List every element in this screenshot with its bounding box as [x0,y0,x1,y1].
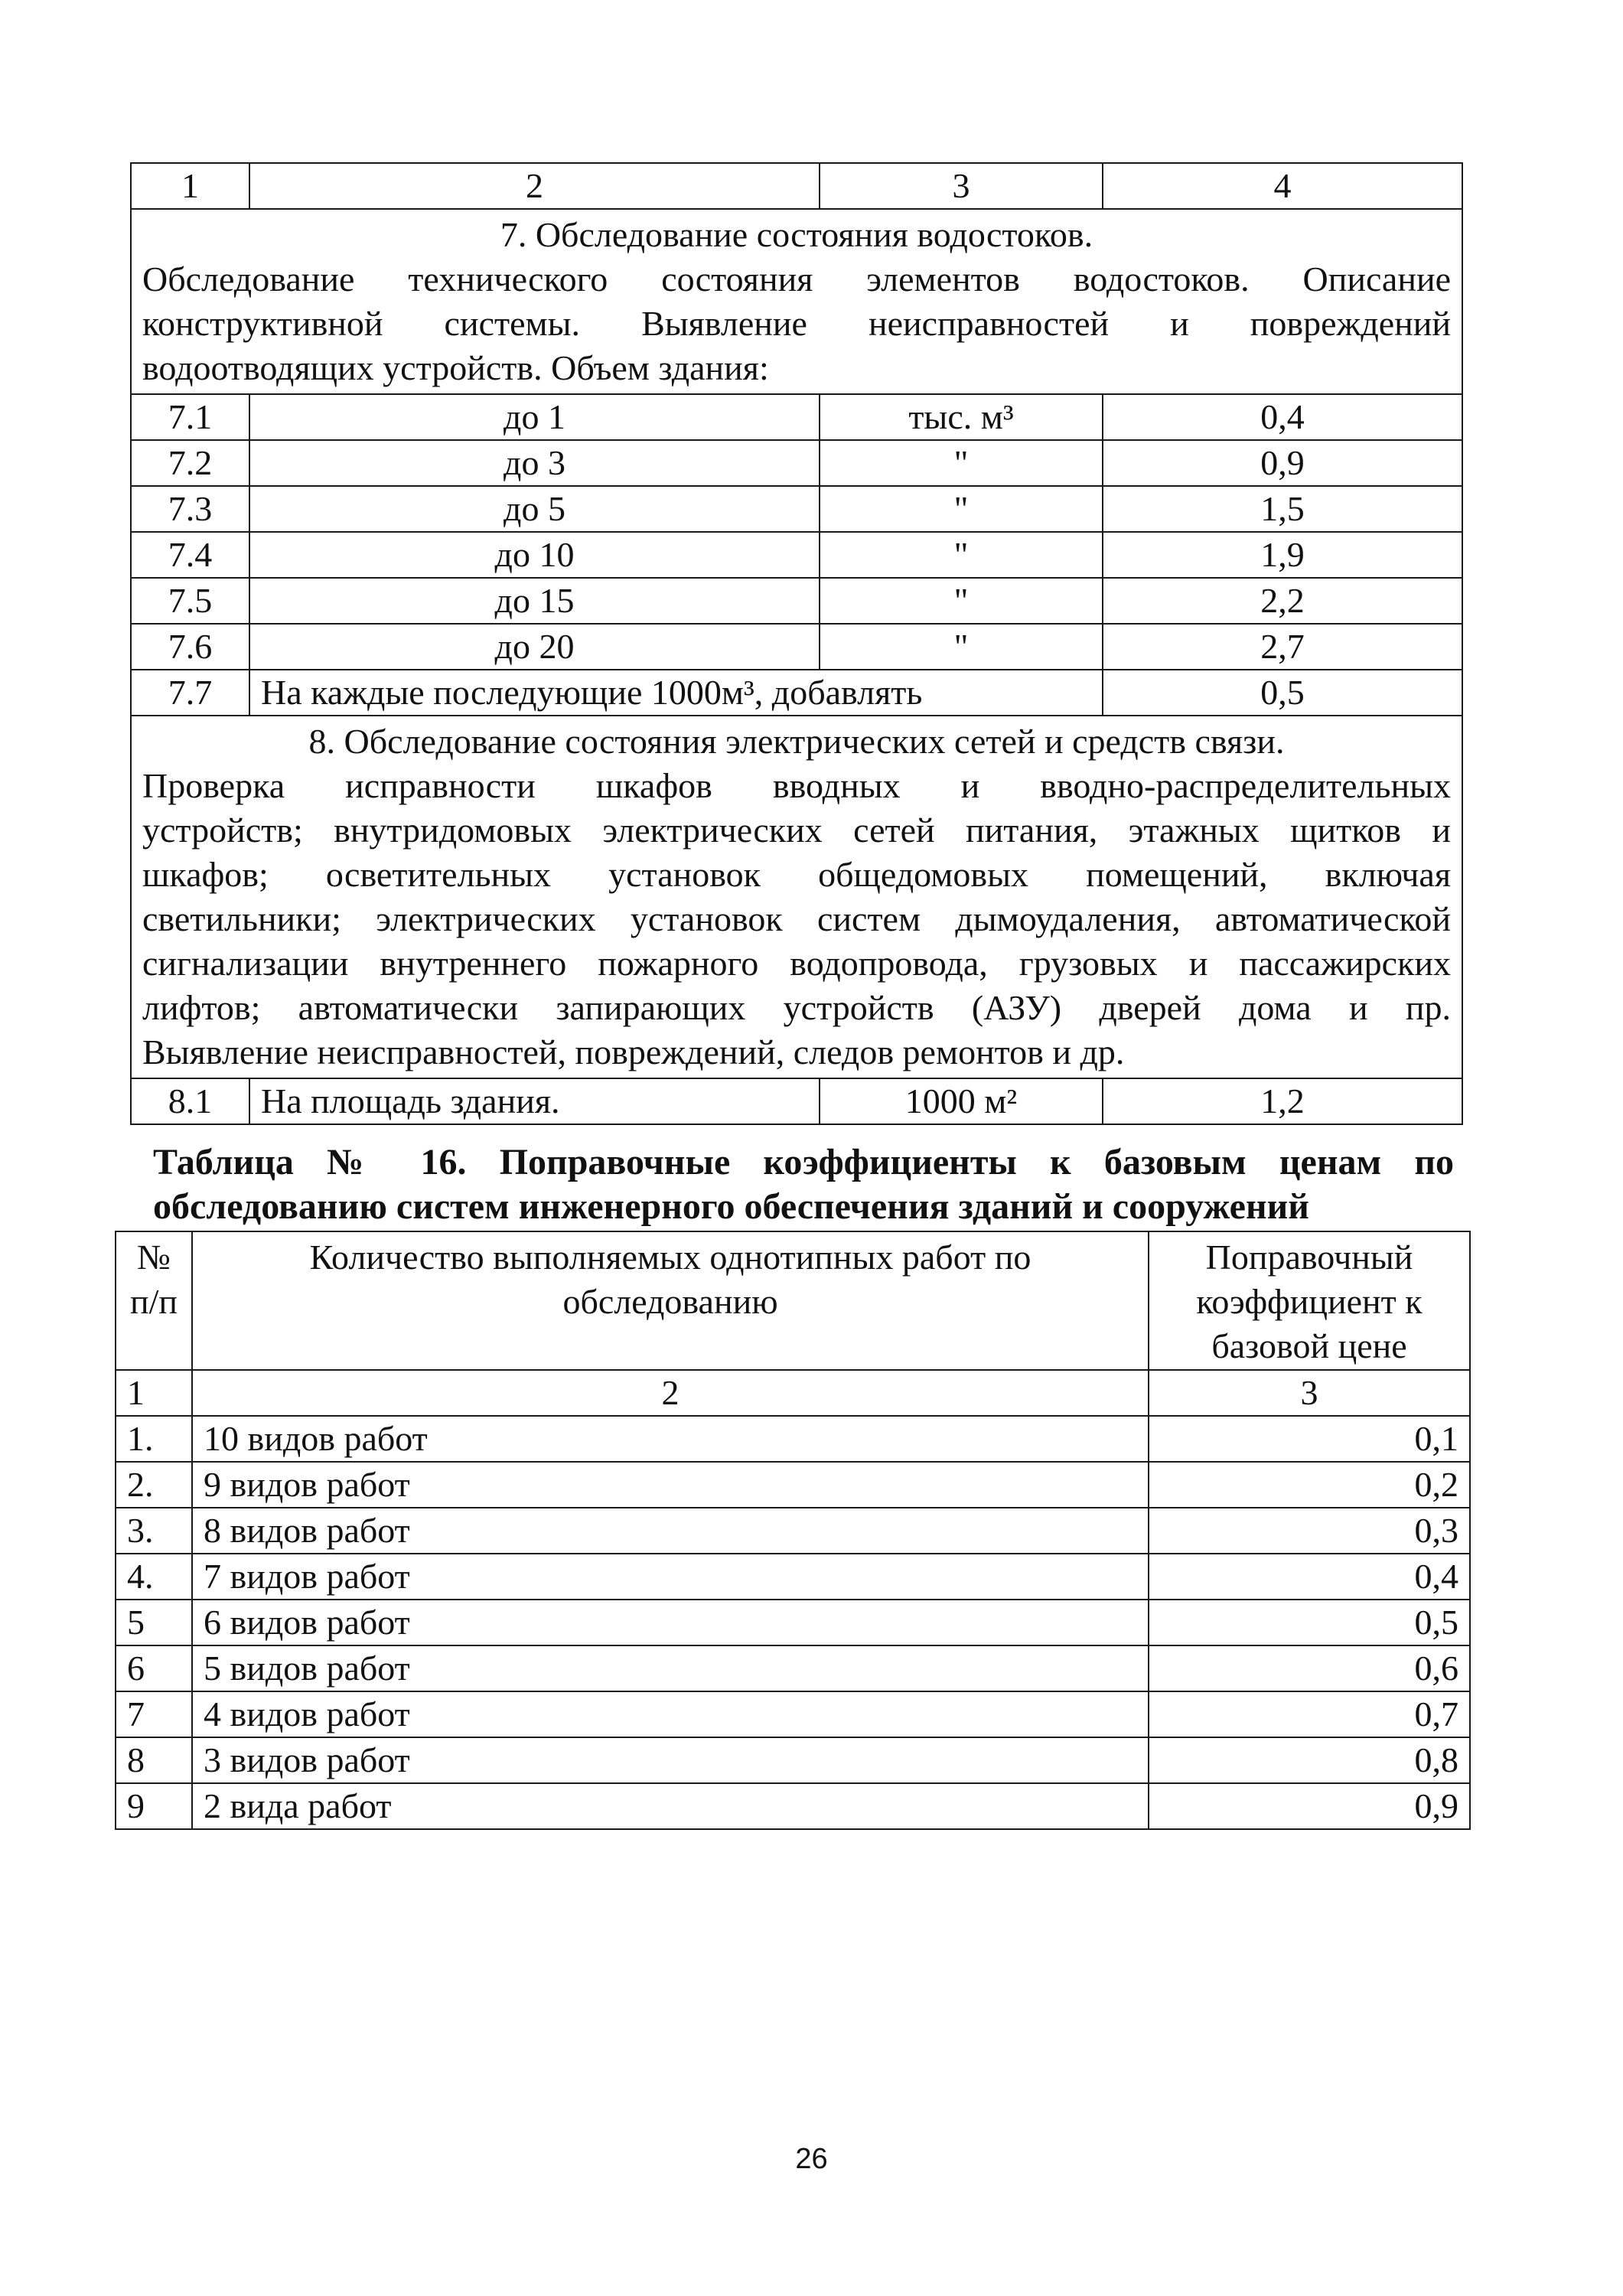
row-number: 4. [116,1554,192,1600]
section-desc-line: Обследование технического состояния элементов водостоков. Описание [142,259,1451,298]
row-description: до 20 [249,624,820,670]
row-number: 6 [116,1645,192,1691]
table-row [131,394,1462,440]
table-header-row [131,163,1462,209]
section-title: 7. Обследование состояния водостоков. [500,215,1093,254]
row-number: 7.7 [131,670,249,716]
row-value: 1,5 [1103,486,1462,532]
table-row [131,486,1462,532]
table-row [116,1554,1470,1600]
row-value: 1,9 [1103,532,1462,578]
col-header-2: 2 [249,163,820,209]
row-value: 2,7 [1103,624,1462,670]
section-7-cell [131,209,1462,394]
table-row [116,1783,1470,1829]
row-coefficient: 0,5 [1149,1600,1470,1645]
table-row [131,440,1462,486]
table-row [116,1691,1470,1737]
section-7-header [131,209,1462,394]
row-number: 7.6 [131,624,249,670]
row-unit: " [820,624,1103,670]
row-value: 0,4 [1103,394,1462,440]
row-number: 7.3 [131,486,249,532]
header-desc: Количество выполняемых однотипных работ по обследованию [192,1231,1149,1370]
caption-line-2: обследованию систем инженерного обеспечения зданий и сооружений [153,1186,1309,1227]
caption-line-1: Таблица № 16. Поправочные коэффициенты к базовым ценам по [153,1142,1454,1182]
row-coefficient: 0,8 [1149,1737,1470,1783]
col-number: 3 [1149,1370,1470,1416]
row-description: до 15 [249,578,820,624]
row-value: 1,2 [1103,1078,1462,1124]
row-value: 0,5 [1103,670,1462,716]
table-row [131,1078,1462,1124]
section-desc-line: устройств; внутридомовых электрических сетей питания, этажных щитков и [142,810,1451,850]
col-header-3: 3 [820,163,1103,209]
section-desc-line: шкафов; осветительных установок общедомовых помещений, включая [142,855,1451,894]
section-desc-line: Проверка исправности шкафов вводных и вводно-распределительных [142,766,1451,805]
row-number: 8.1 [131,1078,249,1124]
section-desc-line: конструктивной системы. Выявление неисправностей и повреждений [142,304,1451,343]
row-description: до 10 [249,532,820,578]
row-description: до 1 [249,394,820,440]
row-number: 1. [116,1416,192,1462]
table-header-row [116,1231,1470,1370]
section-desc-line: Выявление неисправностей, повреждений, следов ремонтов и др. [142,1032,1125,1071]
row-description: 3 видов работ [192,1737,1149,1783]
row-number: 7.5 [131,578,249,624]
row-number: 7.2 [131,440,249,486]
header-coef: Поправочный коэффициент к базовой цене [1149,1231,1470,1370]
row-number: 8 [116,1737,192,1783]
row-description: 10 видов работ [192,1416,1149,1462]
page-number: 26 [795,2143,828,2175]
row-number: 9 [116,1783,192,1829]
row-description: 8 видов работ [192,1508,1149,1554]
row-number: 3. [116,1508,192,1554]
table-pricing-services [130,162,1463,1125]
row-value: 2,2 [1103,578,1462,624]
row-unit: 1000 м² [820,1078,1103,1124]
row-coefficient: 0,9 [1149,1783,1470,1829]
col-number: 1 [116,1370,192,1416]
table-row [116,1737,1470,1783]
row-unit: " [820,532,1103,578]
row-unit: " [820,578,1103,624]
table-row [131,624,1462,670]
table-row [116,1600,1470,1645]
row-description: На каждые последующие 1000м³, добавлять [249,670,1103,716]
row-coefficient: 0,2 [1149,1462,1470,1508]
row-description: 7 видов работ [192,1554,1149,1600]
row-description: На площадь здания. [249,1078,820,1124]
section-desc-line: лифтов; автоматически запирающих устройств (АЗУ) дверей дома и пр. [142,988,1451,1027]
row-coefficient: 0,3 [1149,1508,1470,1554]
section-desc-line: сигнализации внутреннего пожарного водопровода, грузовых и пассажирских [142,944,1451,983]
row-coefficient: 0,6 [1149,1645,1470,1691]
row-description: до 3 [249,440,820,486]
table-row [116,1416,1470,1462]
table-16-coefficients [115,1231,1471,1830]
row-description: до 5 [249,486,820,532]
row-coefficient: 0,4 [1149,1554,1470,1600]
section-title: 8. Обследование состояния электрических сетей и средств связи. [308,722,1285,761]
row-unit: " [820,440,1103,486]
row-value: 0,9 [1103,440,1462,486]
row-description: 6 видов работ [192,1600,1149,1645]
row-number: 7.1 [131,394,249,440]
row-description: 4 видов работ [192,1691,1149,1737]
table-row [131,670,1462,716]
row-unit: тыс. м³ [820,394,1103,440]
table-row [131,532,1462,578]
row-coefficient: 0,7 [1149,1691,1470,1737]
column-numbers-row [116,1370,1470,1416]
table-row [116,1645,1470,1691]
section-desc-line: светильники; электрических установок систем дымоудаления, автоматической [142,899,1451,938]
col-number: 2 [192,1370,1149,1416]
row-number: 5 [116,1600,192,1645]
row-coefficient: 0,1 [1149,1416,1470,1462]
col-header-1: 1 [131,163,249,209]
table-row [116,1508,1470,1554]
table-row [131,578,1462,624]
section-desc-line: водоотводящих устройств. Объем здания: [142,348,769,387]
row-description: 5 видов работ [192,1645,1149,1691]
header-num: № п/п [116,1231,192,1370]
row-number: 7.4 [131,532,249,578]
row-description: 2 вида работ [192,1783,1149,1829]
table-row [116,1462,1470,1508]
row-unit: " [820,486,1103,532]
row-number: 2. [116,1462,192,1508]
row-number: 7 [116,1691,192,1737]
table-16-caption [153,1140,1454,1229]
section-8-cell [131,716,1462,1078]
row-description: 9 видов работ [192,1462,1149,1508]
col-header-4: 4 [1103,163,1462,209]
section-8-header [131,716,1462,1078]
